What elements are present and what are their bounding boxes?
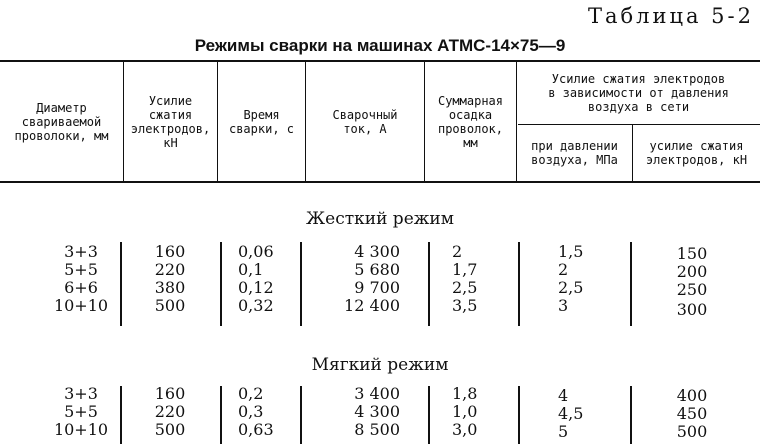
cell-upset: 2,5 bbox=[452, 278, 478, 297]
cell-force: 220 bbox=[154, 260, 186, 279]
header-time-line: Время bbox=[243, 107, 280, 122]
cell-time: 0,2 bbox=[238, 384, 264, 403]
section-title: Мягкий режим bbox=[311, 355, 449, 375]
header-electrode-force bbox=[633, 125, 760, 181]
header-force-line: кН bbox=[163, 135, 178, 150]
cell-force: 500 bbox=[154, 296, 186, 315]
cell-diameter: 10+10 bbox=[53, 420, 109, 439]
cell-upset: 1,0 bbox=[452, 402, 478, 421]
cell-force: 160 bbox=[154, 384, 186, 403]
cell-diameter: 3+3 bbox=[64, 242, 98, 261]
cell-time: 0,12 bbox=[238, 278, 274, 297]
cell-diameter: 3+3 bbox=[64, 384, 98, 403]
header-pressure bbox=[517, 125, 632, 181]
cell-electrode-force: 150 bbox=[676, 244, 708, 263]
header-electrode-force-line: электродов, кН bbox=[645, 153, 748, 167]
cell-diameter: 5+5 bbox=[64, 402, 98, 421]
header-diameter-line: проволоки, мм bbox=[14, 128, 109, 143]
cell-force: 160 bbox=[154, 242, 186, 261]
header-diameter-line: свариваемой bbox=[21, 114, 102, 129]
header-pressure-line: при давлении bbox=[531, 139, 618, 153]
section-title: Жесткий режим bbox=[306, 209, 454, 229]
cell-diameter: 5+5 bbox=[64, 260, 98, 279]
cell-force: 220 bbox=[154, 402, 186, 421]
header-group bbox=[517, 62, 760, 124]
header-current-line: ток, А bbox=[343, 121, 387, 136]
header-force-line: сжатия bbox=[148, 107, 193, 122]
cell-diameter: 10+10 bbox=[53, 296, 109, 315]
cell-upset: 1,7 bbox=[452, 260, 478, 279]
column-separator bbox=[630, 386, 632, 444]
cell-pressure: 4,5 bbox=[558, 404, 584, 423]
cell-time: 0,1 bbox=[238, 260, 264, 279]
header-force-line: электродов, bbox=[130, 121, 211, 136]
cell-upset: 3,5 bbox=[452, 296, 478, 315]
header-upset-line: проволок, bbox=[437, 121, 504, 136]
cell-current: 12 400 bbox=[344, 296, 400, 315]
header-diameter-line: Диаметр bbox=[36, 100, 87, 115]
cell-upset: 2 bbox=[452, 242, 463, 261]
table-label: Таблица 5-2 bbox=[587, 4, 754, 28]
cell-pressure: 1,5 bbox=[558, 242, 584, 261]
header-time-line: сварки, с bbox=[228, 121, 295, 136]
cell-pressure: 5 bbox=[558, 422, 569, 441]
cell-pressure: 3 bbox=[558, 296, 569, 315]
cell-time: 0,3 bbox=[238, 402, 264, 421]
cell-current: 9 700 bbox=[354, 278, 400, 297]
column-separator bbox=[300, 386, 302, 444]
header-time bbox=[218, 62, 305, 181]
header-force bbox=[124, 62, 217, 181]
cell-pressure: 4 bbox=[558, 386, 569, 405]
cell-force: 380 bbox=[154, 278, 186, 297]
cell-electrode-force: 450 bbox=[676, 404, 708, 423]
table-title: Режимы сварки на машинах АТМС-14×75—9 bbox=[194, 36, 566, 55]
cell-current: 4 300 bbox=[354, 242, 400, 261]
cell-time: 0,63 bbox=[238, 420, 274, 439]
cell-force: 500 bbox=[154, 420, 186, 439]
header-group-line: в зависимости от давления bbox=[548, 86, 729, 100]
column-separator bbox=[428, 242, 430, 326]
header-bottom-rule bbox=[0, 181, 760, 183]
cell-upset: 1,8 bbox=[452, 384, 478, 403]
header-electrode-force-line: усилие сжатия bbox=[649, 139, 744, 153]
cell-electrode-force: 500 bbox=[676, 422, 708, 441]
cell-electrode-force: 250 bbox=[676, 280, 708, 299]
header-pressure-line: воздуха, МПа bbox=[531, 153, 618, 167]
header-force-line: Усилие bbox=[148, 93, 193, 108]
cell-pressure: 2,5 bbox=[558, 278, 584, 297]
header-current bbox=[306, 62, 424, 181]
column-separator bbox=[120, 386, 122, 444]
column-separator bbox=[300, 242, 302, 326]
column-separator bbox=[630, 242, 632, 326]
header-upset-line: Суммарная bbox=[437, 93, 504, 108]
cell-upset: 3,0 bbox=[452, 420, 478, 439]
header-upset bbox=[425, 62, 516, 181]
cell-current: 3 400 bbox=[354, 384, 400, 403]
cell-electrode-force: 200 bbox=[676, 262, 708, 281]
header-diameter bbox=[0, 62, 123, 181]
column-separator bbox=[220, 386, 222, 444]
cell-electrode-force: 400 bbox=[676, 386, 708, 405]
header-current-line: Сварочный bbox=[332, 107, 398, 122]
cell-current: 4 300 bbox=[354, 402, 400, 421]
header-upset-line: осадка bbox=[448, 107, 493, 122]
column-separator bbox=[220, 242, 222, 326]
header-group-line: Усилие сжатия электродов bbox=[551, 72, 726, 86]
cell-time: 0,32 bbox=[238, 296, 274, 315]
column-separator bbox=[120, 242, 122, 326]
cell-time: 0,06 bbox=[238, 242, 274, 261]
cell-pressure: 2 bbox=[558, 260, 569, 279]
cell-current: 5 680 bbox=[354, 260, 400, 279]
header-group-line: воздуха в сети bbox=[587, 100, 690, 114]
cell-diameter: 6+6 bbox=[64, 278, 98, 297]
column-separator bbox=[518, 386, 520, 444]
column-separator bbox=[518, 242, 520, 326]
column-separator bbox=[428, 386, 430, 444]
cell-electrode-force: 300 bbox=[676, 300, 708, 319]
cell-current: 8 500 bbox=[354, 420, 400, 439]
header-upset-line: мм bbox=[463, 135, 478, 150]
